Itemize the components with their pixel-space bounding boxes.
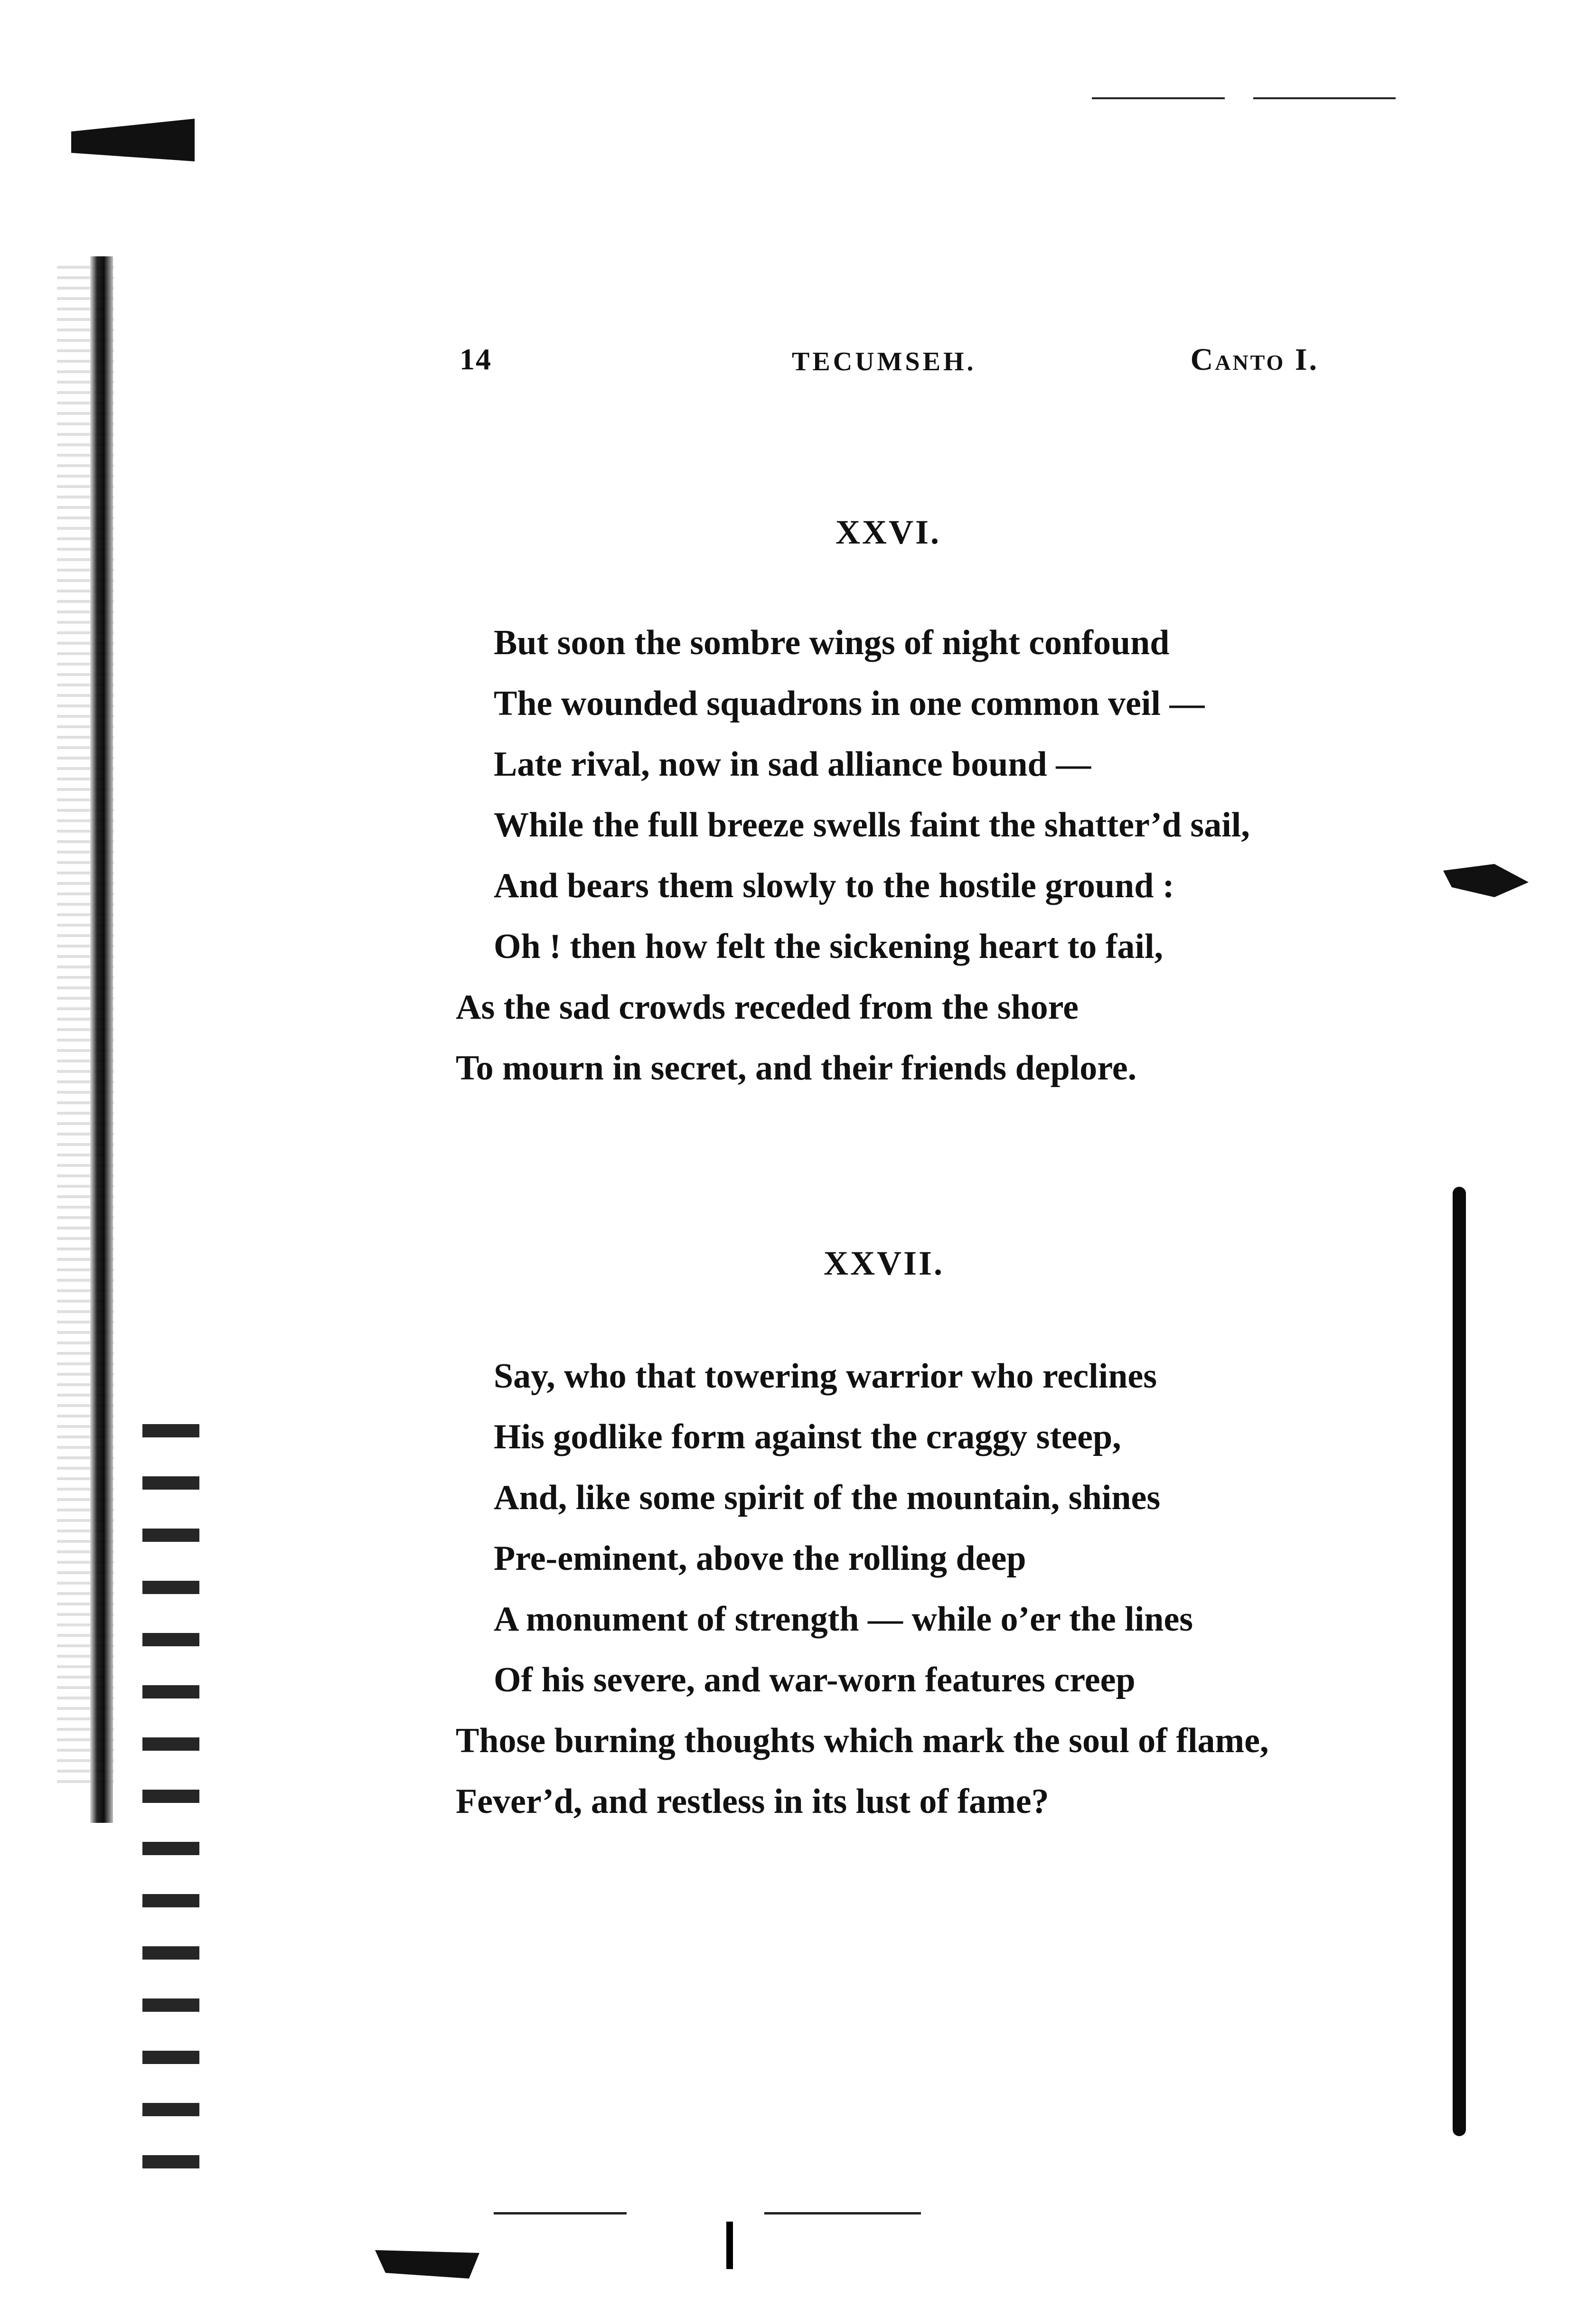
- canto-label: Canto I.: [1190, 342, 1319, 377]
- verse-line: Late rival, now in sad alliance bound —: [494, 745, 1091, 784]
- verse-line: Pre-eminent, above the rolling deep: [494, 1539, 1026, 1578]
- scan-bar-bottom: [726, 2222, 733, 2269]
- scan-smudge-right: [1443, 864, 1529, 897]
- scan-dash-bottom-1: [494, 2212, 627, 2214]
- verse-line: The wounded squadrons in one common veil —: [494, 684, 1205, 723]
- verse-line: Fever’d, and restless in its lust of fame?: [456, 1782, 1049, 1821]
- stanza-xxvii: [456, 1346, 1269, 1832]
- verse-line: And, like some spirit of the mountain, shines: [494, 1478, 1161, 1517]
- verse-line: Say, who that towering warrior who reclines: [494, 1357, 1157, 1396]
- stanza-numeral: XXVII.: [824, 1244, 945, 1282]
- verse-line: As the sad crowds receded from the shore: [456, 988, 1079, 1027]
- running-header: [460, 342, 1319, 389]
- scan-dash-top-2: [1253, 97, 1396, 99]
- stanza-xxvi: [456, 612, 1250, 1098]
- verse-line: His godlike form against the craggy steep,: [494, 1417, 1121, 1456]
- verse-line: A monument of strength — while o’er the lines: [494, 1600, 1193, 1639]
- scan-dash-bottom-2: [764, 2212, 921, 2214]
- verse-line: To mourn in secret, and their friends deplore.: [456, 1049, 1137, 1088]
- verse-line: Of his severe, and war-worn features creep: [494, 1661, 1136, 1699]
- verse-line: But soon the sombre wings of night confound: [494, 623, 1170, 662]
- verse-line: While the full breeze swells faint the shatter’d sail,: [494, 806, 1250, 844]
- page-number: 14: [460, 342, 492, 376]
- book-title: TECUMSEH.: [792, 347, 976, 376]
- stanza-numeral: XXVI.: [836, 513, 941, 551]
- scan-spine-shadow: [90, 256, 113, 1823]
- verse-line: Oh ! then how felt the sickening heart to fail,: [494, 927, 1164, 966]
- verse-line: Those burning thoughts which mark the soul of flame,: [456, 1721, 1269, 1760]
- verse-line: And bears them slowly to the hostile ground :: [494, 866, 1174, 905]
- scan-right-edge-shadow: [1453, 1187, 1466, 2136]
- scan-dash-top-1: [1092, 97, 1225, 99]
- scan-smudge-top-left: [71, 119, 195, 161]
- scan-smudge-bottom: [375, 2250, 479, 2279]
- scan-binding-marks: [142, 1424, 199, 2184]
